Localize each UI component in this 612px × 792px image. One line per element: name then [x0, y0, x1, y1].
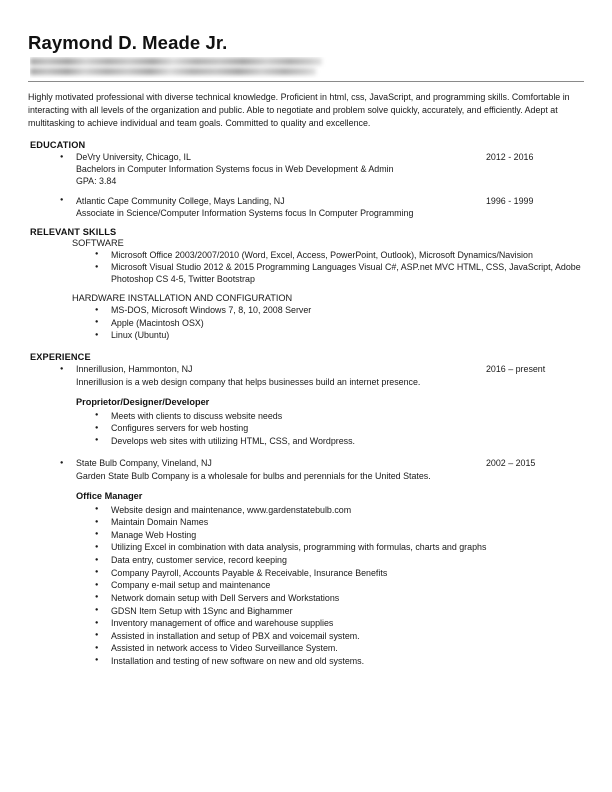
- skill-item: ● Apple (Macintosh OSX): [95, 317, 584, 329]
- experience-list: [60, 457, 584, 481]
- redacted-contact-line-1: [30, 58, 322, 65]
- experience-entry-head: [76, 363, 584, 375]
- experience-entry: [60, 363, 584, 387]
- education-entry-head: [76, 151, 584, 163]
- duty-item: ● Assisted in installation and setup of PBX and voicemail system.: [95, 630, 584, 642]
- skill-item: ● Linux (Ubuntu): [95, 329, 584, 341]
- duty-item: ● GDSN Item Setup with 1Sync and Bighammer: [95, 605, 584, 617]
- education-heading: EDUCATION: [30, 140, 86, 151]
- duty-item: ● Utilizing Excel in combination with data analysis, programming with formulas, charts and graphs: [95, 541, 584, 553]
- redacted-contact-info: [30, 57, 330, 78]
- skill-item: ● Microsoft Office 2003/2007/2010 (Word, Excel, Access, PowerPoint, Outlook), Microsoft Dynamics/Navision: [95, 249, 584, 261]
- education-degree: Bachelors in Computer Information Systems focus in Web Development & Admin: [76, 164, 394, 175]
- employer-name: Innerillusion, Hammonton, NJ: [76, 364, 193, 375]
- software-skills-list: [95, 249, 584, 286]
- duty-item: ● Network domain setup with Dell Servers and Workstations: [95, 592, 584, 604]
- duty-item: ● Maintain Domain Names: [95, 516, 584, 528]
- spacer: [28, 343, 584, 352]
- resume-content: [28, 32, 584, 669]
- experience-section: [28, 352, 584, 667]
- employer-description: Innerillusion is a web design company that helps businesses build an internet presence.: [76, 376, 421, 387]
- employer-name: State Bulb Company, Vineland, NJ: [76, 458, 212, 469]
- education-date: 1996 - 1999: [486, 195, 534, 206]
- job-duties-list: [95, 504, 584, 667]
- professional-summary: Highly motivated professional with diverse technical knowledge. Proficient in html, css, JavaScript, and programming skills. Comfortable in interacting with all levels of the organization and public. Able to negotiate and problem solve quickly, accurately, and efficiently. Adept at multitasking to achieve individual and team goals. Committed to quality and excellence.: [28, 92, 570, 128]
- education-section: [28, 140, 584, 219]
- job-duties-list: [95, 410, 584, 447]
- employment-date: 2016 – present: [486, 364, 546, 375]
- education-date: 2012 - 2016: [486, 152, 534, 163]
- skill-item: ● Microsoft Visual Studio 2012 & 2015 Programming Languages Visual C#, ASP.net MVC HTML, CSS, JavaScript, Adobe Photoshop CS 4-5, Twitter Bootstrap: [95, 261, 584, 285]
- education-entry-head: [76, 195, 584, 207]
- spacer: [28, 286, 584, 293]
- redacted-contact-line-2: [30, 68, 316, 75]
- experience-heading: EXPERIENCE: [30, 352, 91, 363]
- duty-item: ● Installation and testing of new software on new and old systems.: [95, 655, 584, 667]
- duty-item: ● Inventory management of office and warehouse supplies: [95, 617, 584, 629]
- education-entry: [60, 195, 584, 219]
- duty-item: ● Configures servers for web hosting: [95, 422, 584, 434]
- duty-item: ● Develops web sites with utilizing HTML, CSS, and Wordpress.: [95, 435, 584, 447]
- employment-date: 2002 – 2015: [486, 458, 536, 469]
- education-school: DeVry University, Chicago, IL: [76, 152, 191, 163]
- skills-heading: RELEVANT SKILLS: [30, 226, 117, 237]
- duty-item: ● Company e-mail setup and maintenance: [95, 579, 584, 591]
- job-role-title: Proprietor/Designer/Developer: [76, 396, 210, 407]
- skills-section: [28, 227, 584, 342]
- duty-item: ● Assisted in network access to Video Surveillance System.: [95, 642, 584, 654]
- job-role-title: Office Manager: [76, 490, 143, 501]
- education-gpa: GPA: 3.84: [76, 176, 117, 187]
- duty-item: ● Website design and maintenance, www.gardenstatebulb.com: [95, 504, 584, 516]
- spacer: [28, 447, 584, 457]
- experience-entry: [60, 457, 584, 481]
- education-school: Atlantic Cape Community College, Mays Landing, NJ: [76, 195, 285, 206]
- education-list: [60, 151, 584, 219]
- candidate-name: Raymond D. Meade Jr.: [28, 32, 228, 53]
- skills-group-label-software: SOFTWARE: [72, 237, 124, 248]
- education-entry: [60, 151, 584, 187]
- employer-description: Garden State Bulb Company is a wholesale for bulbs and perennials for the United States.: [76, 470, 431, 481]
- hardware-skills-list: [95, 304, 584, 341]
- skills-group-label-hardware: HARDWARE INSTALLATION AND CONFIGURATION: [72, 293, 293, 304]
- resume-header: [28, 32, 584, 82]
- experience-entry-head: [76, 457, 584, 469]
- duty-item: ● Company Payroll, Accounts Payable & Receivable, Insurance Benefits: [95, 567, 584, 579]
- duty-item: ● Manage Web Hosting: [95, 529, 584, 541]
- duty-item: ● Data entry, customer service, record keeping: [95, 554, 584, 566]
- experience-list: [60, 363, 584, 387]
- header-divider: [28, 81, 584, 82]
- skill-item: ● MS-DOS, Microsoft Windows 7, 8, 10, 2008 Server: [95, 304, 584, 316]
- education-degree: Associate in Science/Computer Information Systems focus In Computer Programming: [76, 207, 414, 218]
- duty-item: ● Meets with clients to discuss website needs: [95, 410, 584, 422]
